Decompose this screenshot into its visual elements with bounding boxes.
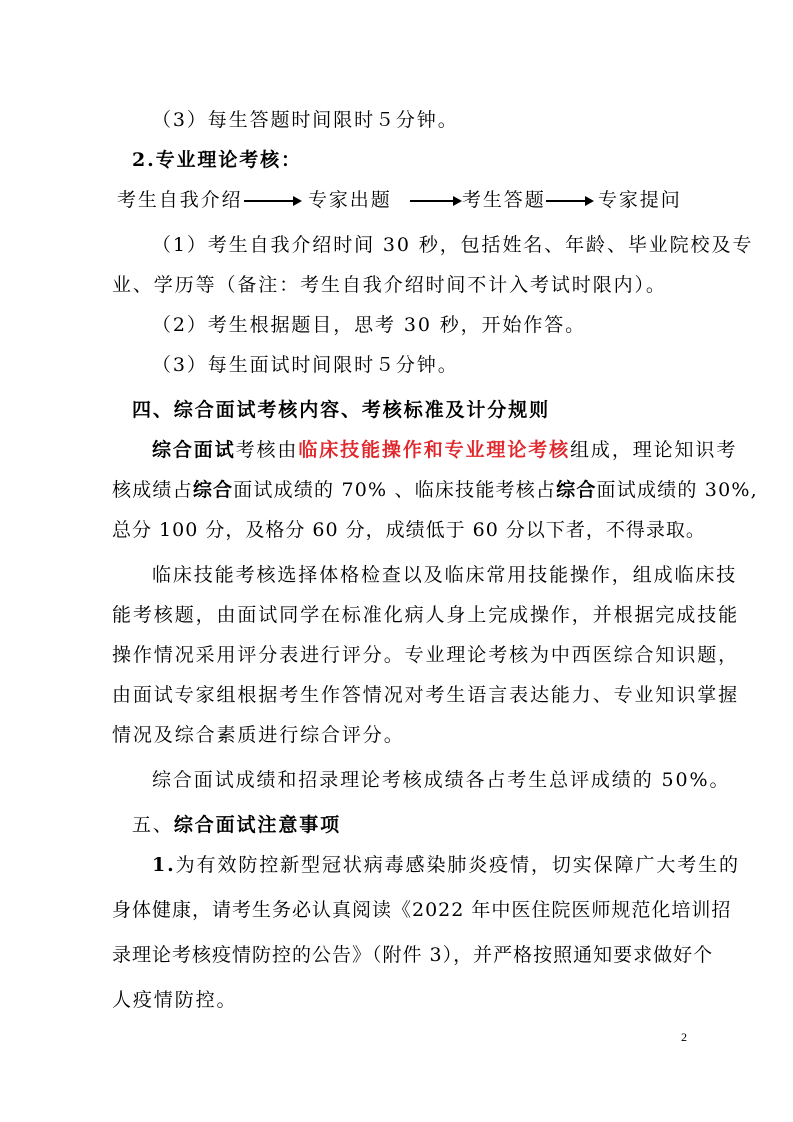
p2-line5: 情况及综合素质进行综合评分。 <box>112 724 405 746</box>
p1-bold-term: 综合 <box>556 479 597 501</box>
p1-bold-term: 综合 <box>192 479 234 501</box>
flow-step-candidate-answer: 考生答题 <box>462 189 546 211</box>
section-heading-5 <box>132 813 742 837</box>
flow-step-expert-question: 专家出题 <box>308 189 392 211</box>
p1-red-highlight: 临床技能操作和专业理论考核 <box>298 439 571 461</box>
p2-line3: 操作情况采用评分表进行评分。专业理论考核为中西医综合知识题， <box>112 644 740 666</box>
sec2-item3: （3）每生答题时间限时５分钟。 <box>152 109 459 131</box>
section-heading-professional-theory: 2.专业理论考核： <box>132 149 302 171</box>
section-5-number: 五、 <box>132 814 174 836</box>
p1-text: 面试成绩的 70% 、临床技能考核占 <box>233 479 557 501</box>
item1-line1: （1）考生自我介绍时间 30 秒，包括姓名、年龄、毕业院校及专 <box>152 234 754 256</box>
p1-text: 组成，理论知识考 <box>570 439 738 461</box>
p1-text: 考核由 <box>235 439 299 461</box>
flow-arrow-icon <box>410 200 460 202</box>
p2-line1: 临床技能考核选择体格检查以及临床常用技能操作，组成临床技 <box>152 564 738 586</box>
flow-arrow-icon <box>546 200 592 202</box>
p1-line2 <box>112 478 758 502</box>
item1-line2: 业、学历等（备注：考生自我介绍时间不计入考试时限内）。 <box>112 274 667 296</box>
p1-line3: 总分 100 分，及格分 60 分，成绩低于 60 分以下者，不得录取。 <box>112 519 706 541</box>
process-flow <box>112 188 722 214</box>
p4-number: 1. <box>152 854 176 876</box>
section-5-title: 综合面试注意事项 <box>173 814 342 836</box>
p1-line1 <box>152 438 762 462</box>
p2-line4: 由面试专家组根据考生作答情况对考生语言表达能力、专业知识掌握 <box>112 684 740 706</box>
p4-text: 为有效防控新型冠状病毒感染肺炎疫情，切实保障广大考生的 <box>175 854 740 876</box>
p4-line1 <box>152 853 762 877</box>
flow-step-self-intro: 考生自我介绍 <box>117 189 243 211</box>
section-heading-4: 四、综合面试考核内容、考核标准及计分规则 <box>132 399 551 421</box>
p4-line2: 身体健康，请考生务必认真阅读《2022 年中医住院医师规范化培训招 <box>112 899 732 921</box>
p4-line3: 录理论考核疫情防控的公告》（附件 3），并严格按照通知要求做好个 <box>112 944 714 966</box>
p4-line4: 人疫情防控。 <box>112 989 238 1011</box>
item3: （3）每生面试时间限时５分钟。 <box>152 354 459 376</box>
flow-arrow-icon <box>244 200 300 202</box>
item2: （2）考生根据题目，思考 30 秒，开始作答。 <box>152 314 587 336</box>
p1-text: 核成绩占 <box>112 479 193 501</box>
p1-bold-term: 综合面试 <box>152 439 236 461</box>
p1-text: 面试成绩的 30%, <box>596 479 758 501</box>
p3: 综合面试成绩和招录理论考核成绩各占考生总评成绩的 50%。 <box>152 769 731 791</box>
page-number: 2 <box>681 1030 687 1044</box>
p2-line2: 能考核题，由面试同学在标准化病人身上完成操作，并根据完成技能 <box>112 604 740 626</box>
flow-step-expert-ask: 专家提问 <box>598 189 682 211</box>
